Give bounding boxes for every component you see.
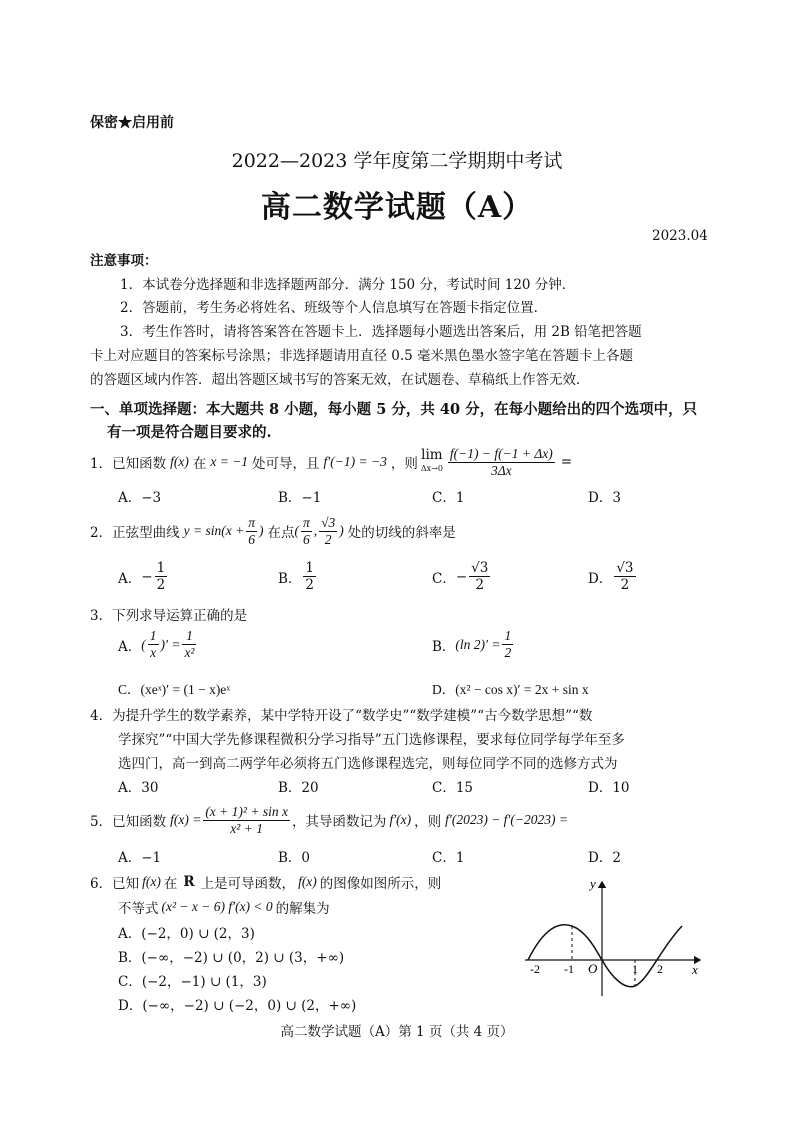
q3-b-label: B． [432, 638, 456, 655]
q3-a-rhs-den: x² [184, 645, 195, 660]
q2-pt-two: 2 [324, 531, 332, 547]
q1-prefix: 1．已知函数 [90, 456, 167, 472]
q2-pt-y [319, 515, 337, 548]
q2-option-b [278, 560, 318, 593]
question-4-line3: 选四门，高一到高二两学年必须将五门选修课程选完，则每位同学不同的选修方式为 [118, 756, 618, 772]
q3-option-a [118, 628, 198, 661]
notice-item-3-line2: 卡上对应题目的答案标号涂黑；非选择题请用直径 0.5 毫米黑色墨水签字笔在答题卡上各题 [90, 348, 634, 364]
q5-expr: f′(2023) − f′(−2023) = [445, 812, 568, 827]
q6-derivative-graph [520, 874, 710, 1002]
q2-a-label: A． [118, 570, 142, 587]
q1-mid2: 处可导，且 [252, 456, 320, 472]
question-1-stem [90, 444, 572, 480]
question-6-line1 [90, 872, 441, 892]
q2-a-frac [155, 560, 168, 593]
q2-suffix: 处的切线的斜率是 [347, 525, 456, 541]
q3-a-label: A． [118, 638, 142, 655]
q2-b-num: 1 [305, 560, 315, 576]
section-heading-line1: 一、单项选择题：本大题共 8 小题，每小题 5 分，共 40 分，在每小题给出的四个选项中，只 [90, 401, 698, 418]
exam-name: 2022—2023 学年度第二学期期中考试 [231, 150, 563, 172]
q1-fraction [448, 446, 555, 479]
q1-fx: f(x) [170, 454, 189, 469]
q3-b-num: 1 [504, 628, 512, 643]
q3-option-b [432, 628, 515, 661]
q1-limit [421, 448, 443, 476]
section-heading-line2: 有一项是符合题目要求的. [107, 424, 272, 441]
q1-lim-text: lim [421, 447, 443, 463]
page-footer: 高二数学试题（A）第 1 页（共 4 页） [280, 1024, 514, 1040]
q1-mid1: 在 [192, 456, 207, 472]
q6-l1-a: 6．已知 [90, 876, 140, 892]
q5-fpx: f′(x) [389, 812, 412, 827]
q6-l1-b: 在 [163, 876, 178, 892]
q4-option-c: C．15 [432, 780, 474, 796]
q5-prefix: 5．已知函数 [90, 814, 167, 830]
q5-fraction [203, 804, 290, 837]
q2-func: y = sin(x + [183, 523, 245, 538]
q2-c-label: C． [432, 570, 456, 587]
q2-option-d [588, 560, 638, 593]
graph-tick-m1: -1 [564, 962, 574, 976]
question-3-stem: 3．下列求导运算正确的是 [90, 608, 248, 624]
q3-option-c: C．(xeˣ)′ = (1 − x)eˣ [118, 682, 231, 697]
question-2-stem [90, 511, 456, 551]
q2-close: ) [258, 523, 264, 538]
q4-option-a: A．30 [118, 780, 159, 796]
q6-option-b: B．(−∞，−2) ∪ (0，2) ∪ (3，+∞) [118, 950, 345, 966]
q2-c-sign: − [455, 568, 468, 585]
q6-option-a: A．(−2，0) ∪ (2，3) [118, 926, 255, 942]
confidential-mark: 保密★启用前 [90, 115, 174, 131]
q6-option-c: C．(−2，−1) ∪ (1，3) [118, 974, 267, 990]
q4-option-b: B．20 [278, 780, 319, 796]
question-4-line1: 4．为提升学生的数学素养，某中学特开设了“数学史”“数学建模”“古今数学思想”“数 [90, 708, 593, 724]
q3-a-rhs-num: 1 [182, 628, 196, 645]
page-title: 高二数学试题（A） [260, 190, 534, 225]
q3-b-lhs: (ln 2)′ = [455, 636, 501, 652]
q1-fraction-den: 3Δx [491, 462, 512, 478]
q2-pt-pi: π [302, 514, 310, 530]
notice-item-3-line3: 的答题区域内作答．超出答题区域书写的答案无效，在试题卷、草稿纸上作答无效． [90, 372, 590, 388]
q3-b-den: 2 [504, 645, 512, 660]
q1-option-b: B．−1 [278, 490, 322, 506]
q5-option-a: A．−1 [118, 850, 162, 866]
q2-b-frac [303, 560, 316, 593]
q2-c-frac [469, 560, 490, 593]
q3-a-open: ( [141, 636, 146, 652]
q1-cond1: x = −1 [210, 454, 249, 469]
q2-a-num: 1 [156, 560, 166, 576]
q4-option-d: D．10 [588, 780, 630, 796]
q2-d-label: D． [588, 570, 613, 587]
q2-c-num: √3 [471, 560, 489, 576]
q2-prefix: 2．正弦型曲线 [90, 525, 180, 541]
q2-a-sign: − [141, 568, 153, 585]
q1-lim-sub: Δx→0 [420, 464, 443, 473]
q5-fx: f(x) = [170, 812, 202, 827]
q2-b-den: 2 [305, 577, 315, 593]
q5-suffix1: ，其导函数记为 [291, 814, 387, 830]
q6-l1-fx: f(x) [142, 874, 161, 889]
q3-a-lhs-den: x [150, 645, 157, 660]
q5-suffix2: ，则 [414, 814, 442, 830]
q3-a-lhs-num: 1 [149, 628, 157, 643]
q3-a-lhs [148, 628, 159, 661]
q5-fraction-num: (x + 1)² + sin x [205, 803, 288, 819]
q2-c-den: 2 [475, 577, 485, 593]
q2-option-c [432, 560, 492, 593]
q1-mid3: ，则 [390, 456, 418, 472]
notice-item-1: 1．本试卷分选择题和非选择题两部分．满分 150 分，考试时间 120 分钟． [120, 277, 576, 293]
graph-x-label: x [692, 962, 698, 977]
graph-origin: O [588, 961, 598, 976]
q1-fraction-num: f(−1) − f(−1 + Δx) [449, 445, 553, 461]
q2-d-num: √3 [616, 560, 634, 576]
q6-l1-c: 上是可导函数， [200, 876, 296, 892]
q3-a-rhs [182, 628, 196, 661]
q1-option-c: C．1 [432, 490, 465, 506]
q6-l2-b: 的解集为 [275, 901, 330, 917]
q1-equals: = [560, 454, 573, 470]
q3-option-d: D．(x² − cos x)′ = 2x + sin x [432, 682, 589, 697]
graph-tick-1: 1 [632, 962, 638, 976]
q2-mid: 在点 [267, 525, 295, 541]
graph-tick-m2: -2 [530, 962, 540, 976]
graph-y-label: y [590, 876, 596, 891]
notice-item-3-line1: 3．考生作答时，请将答案答在答题卡上．选择题每小题选出答案后，用 2B 铅笔把答题 [120, 324, 642, 340]
q1-option-d: D．3 [588, 490, 621, 506]
question-6-line2 [118, 897, 330, 917]
graph-tick-2: 2 [657, 962, 663, 976]
exam-date: 2023.04 [652, 228, 708, 244]
q1-cond2: f′(−1) = −3 [323, 454, 387, 469]
curve [528, 925, 682, 987]
q2-d-den: 2 [620, 577, 630, 593]
q2-pt-comma: , [313, 523, 318, 538]
q6-l1-fx2: f(x) [298, 874, 317, 889]
q3-b-frac [502, 628, 513, 661]
q2-six: 6 [248, 531, 255, 547]
q5-option-c: C．1 [432, 850, 465, 866]
q2-b-label: B． [278, 570, 302, 587]
notice-heading: 注意事项： [90, 253, 158, 269]
q2-pt-open: ( [294, 523, 299, 538]
q2-d-frac [614, 560, 635, 593]
q6-l2-a: 不等式 [118, 901, 159, 917]
q5-fraction-den: x² + 1 [230, 820, 263, 836]
q2-pt-six: 6 [302, 531, 310, 547]
q2-pt-sqrt3: √3 [321, 514, 336, 530]
q6-l1-d: 的图像如图所示，则 [319, 876, 442, 892]
q6-option-d: D．(−∞，−2) ∪ (−2，0) ∪ (2，+∞) [118, 998, 357, 1014]
question-4-line2: 学探究”“中国大学先修课程微积分学习指导”五门选修课程，要求每位同学每学年至多 [118, 732, 625, 748]
q2-pt-close: ) [339, 523, 344, 538]
q6-l2-expr: (x² − x − 6) f′(x) < 0 [161, 899, 273, 914]
notice-item-2: 2．答题前，考生务必将姓名、班级等个人信息填写在答题卡指定位置． [120, 300, 548, 316]
q5-option-d: D．2 [588, 850, 621, 866]
q6-l1-R: R [183, 874, 195, 890]
q1-option-a: A．−3 [118, 490, 162, 506]
q2-pi: π [248, 514, 255, 530]
q5-option-b: B．0 [278, 850, 311, 866]
q2-option-a [118, 560, 169, 593]
q2-pt-x [301, 515, 312, 548]
q3-a-prime: )′ = [160, 636, 181, 652]
question-5-stem [90, 800, 568, 840]
q2-a-den: 2 [156, 577, 166, 593]
q2-pi-over-6 [246, 515, 257, 548]
